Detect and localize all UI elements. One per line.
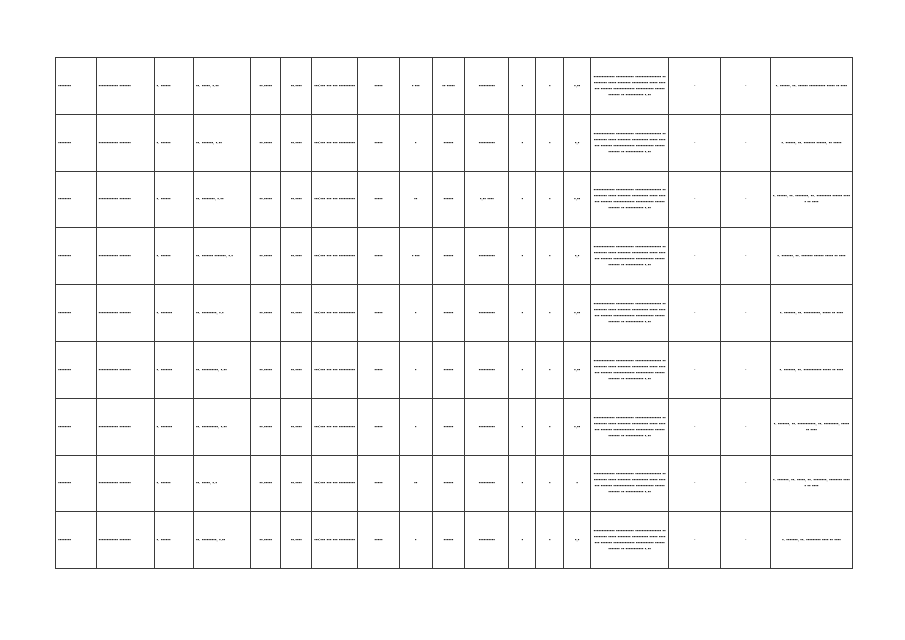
table-cell: ▪▪▪▪▪▪▪▪▪▪ — [465, 228, 509, 285]
table-cell: ▪▪▪▪▪▪▪▪▪▪▪▪ ▪▪▪▪▪▪▪ — [96, 285, 154, 342]
table-cell: ▪ — [509, 228, 536, 285]
table-cell: ▪▪▪:▪▪▪ ▪▪▪ ▪▪▪ ▪▪▪▪▪▪▪▪▪▪ — [312, 58, 358, 115]
table-cell: ▪ — [563, 455, 590, 512]
table-cell: ▪. ▪▪▪▪▪▪, ▪▪. ▪▪▪▪▪▪▪▪, ▪▪. ▪▪▪▪▪▪▪▪▪ ▪▪▪▪▪▪ ▪▪▪▪▪ ▪▪ ▪▪▪▪ — [770, 171, 852, 228]
table-cell: - — [668, 398, 721, 455]
table-cell: ▪. ▪▪▪▪▪▪, ▪▪. ▪▪▪▪▪▪▪ ▪▪▪▪▪▪, ▪▪ ▪▪▪▪▪ — [770, 114, 852, 171]
table-cell: ▪▪.▪▪▪▪ — [281, 341, 312, 398]
table-cell: - — [721, 512, 770, 569]
table-cell: ▪▪.▪▪▪▪▪ — [250, 285, 281, 342]
table-cell: ▪▪▪▪▪▪ — [432, 341, 465, 398]
table-row — [56, 228, 853, 285]
table-cell: ▪▪▪:▪▪▪ ▪▪▪ ▪▪▪ ▪▪▪▪▪▪▪▪▪▪ — [312, 341, 358, 398]
table-cell: - — [721, 341, 770, 398]
table-cell: - — [721, 58, 770, 115]
table-cell: ▪▪▪▪▪ — [358, 114, 400, 171]
table-cell: ▪▪▪:▪▪▪ ▪▪▪ ▪▪▪ ▪▪▪▪▪▪▪▪▪▪ — [312, 455, 358, 512]
table-cell: ▪▪▪▪▪▪ — [432, 285, 465, 342]
table-cell: ▪▪▪▪▪▪ — [432, 512, 465, 569]
table-cell: ▪,▪▪ — [563, 341, 590, 398]
table-cell: - — [668, 341, 721, 398]
table-cell: ▪ — [399, 285, 432, 342]
table-cell: ▪ — [536, 341, 563, 398]
table-cell: ▪▪▪▪▪ — [358, 285, 400, 342]
table-cell: ▪▪▪:▪▪▪ ▪▪▪ ▪▪▪ ▪▪▪▪▪▪▪▪▪▪ — [312, 512, 358, 569]
table-cell: ▪▪▪▪▪▪▪▪ — [56, 114, 97, 171]
table-cell: ▪▪▪▪▪▪▪▪ — [56, 512, 97, 569]
table-row — [56, 455, 853, 512]
table-cell: ▪▪.▪▪▪▪▪ — [250, 455, 281, 512]
table-cell: ▪▪▪▪▪▪▪▪▪▪▪▪ ▪▪▪▪▪▪▪ — [96, 398, 154, 455]
table-cell: ▪. ▪▪▪▪▪▪ — [154, 512, 193, 569]
table-cell: ▪. ▪▪▪▪▪▪▪ — [154, 341, 193, 398]
table-cell: ▪,▪▪ — [563, 285, 590, 342]
table-row — [56, 58, 853, 115]
table-cell: ▪,▪▪ — [563, 58, 590, 115]
table-cell: ▪ — [509, 285, 536, 342]
table-cell: ▪. ▪▪▪▪▪▪ — [154, 455, 193, 512]
table-cell: ▪▪▪▪▪▪▪▪▪▪▪▪▪ ▪▪▪▪▪▪▪▪▪▪▪ ▪▪▪▪▪▪▪▪▪▪▪▪▪▪▪▪ ▪▪▪▪▪▪▪▪▪▪ ▪▪▪▪▪ ▪▪▪▪▪▪▪▪ ▪▪▪▪▪▪▪▪▪▪ ▪▪▪▪▪ ▪▪▪▪▪▪▪ ▪▪▪▪▪▪▪ ▪▪▪▪▪▪▪▪▪▪▪▪▪ ▪▪▪▪▪▪▪▪▪▪▪ ▪▪▪▪▪▪ ▪▪▪▪▪▪▪ ▪▪ ▪▪▪▪▪▪▪▪▪▪▪ ▪.▪▪ — [591, 398, 669, 455]
table-cell: ▪▪▪▪▪ — [358, 171, 400, 228]
table-cell: ▪▪▪▪▪▪▪▪ — [56, 398, 97, 455]
table-cell: ▪▪.▪▪▪▪ — [281, 171, 312, 228]
table-row — [56, 512, 853, 569]
table-cell: ▪▪. ▪▪▪▪▪▪▪▪▪▪, ▪.▪▪ — [193, 398, 250, 455]
table-cell: ▪▪▪▪▪▪▪▪ — [56, 58, 97, 115]
table-cell: - — [668, 171, 721, 228]
table-row — [56, 341, 853, 398]
table-cell: ▪,▪▪ ▪▪▪▪ — [465, 171, 509, 228]
table-cell: - — [721, 228, 770, 285]
table-cell: - — [721, 114, 770, 171]
table-cell: ▪ — [536, 171, 563, 228]
table-cell: ▪▪.▪▪▪▪▪ — [250, 114, 281, 171]
table-cell: ▪▪. ▪▪▪▪▪▪▪▪▪▪, ▪.▪▪ — [193, 341, 250, 398]
table-cell: ▪▪ ▪▪▪▪▪ — [432, 58, 465, 115]
table-cell: ▪. ▪▪▪▪▪▪▪, ▪▪. ▪▪▪▪▪▪▪▪▪▪▪, ▪▪. ▪▪▪▪▪▪▪▪▪, ▪▪▪▪▪ ▪▪ ▪▪▪▪ — [770, 398, 852, 455]
table-cell: ▪ — [509, 455, 536, 512]
table-row — [56, 285, 853, 342]
table-cell: ▪▪▪▪▪▪▪▪▪▪ — [465, 455, 509, 512]
table-cell: ▪▪▪▪▪ — [358, 341, 400, 398]
table-cell: ▪. ▪▪▪▪▪▪▪, ▪▪. ▪▪▪▪▪, ▪▪. ▪▪▪▪▪▪▪▪, ▪▪▪▪▪▪▪▪ ▪▪▪▪▪ ▪▪ ▪▪▪▪ — [770, 455, 852, 512]
table-cell: ▪ — [536, 228, 563, 285]
table-cell: - — [668, 512, 721, 569]
table-cell: ▪,▪▪ — [563, 398, 590, 455]
table-cell: ▪ ▪▪▪ — [399, 58, 432, 115]
table-cell: ▪,▪▪ — [563, 171, 590, 228]
table-cell: ▪▪▪▪▪▪▪▪▪▪ — [465, 58, 509, 115]
table-cell: - — [668, 114, 721, 171]
table-cell: ▪▪.▪▪▪▪▪ — [250, 341, 281, 398]
table-cell: ▪▪▪▪▪▪ — [432, 455, 465, 512]
table-cell: ▪▪▪▪▪▪▪▪▪▪ — [465, 114, 509, 171]
table-cell: ▪▪▪▪▪▪▪▪▪▪▪▪▪ ▪▪▪▪▪▪▪▪▪▪▪ ▪▪▪▪▪▪▪▪▪▪▪▪▪▪▪▪ ▪▪▪▪▪▪▪▪▪▪ ▪▪▪▪▪ ▪▪▪▪▪▪▪▪ ▪▪▪▪▪▪▪▪▪▪ ▪▪▪▪▪ ▪▪▪▪▪▪▪ ▪▪▪▪▪▪▪ ▪▪▪▪▪▪▪▪▪▪▪▪▪ ▪▪▪▪▪▪▪▪▪▪▪ ▪▪▪▪▪▪ ▪▪▪▪▪▪▪ ▪▪ ▪▪▪▪▪▪▪▪▪▪▪ ▪.▪▪ — [591, 341, 669, 398]
table-cell: ▪▪▪▪▪▪▪▪▪▪▪▪▪ ▪▪▪▪▪▪▪▪▪▪▪ ▪▪▪▪▪▪▪▪▪▪▪▪▪▪▪▪ ▪▪▪▪▪▪▪▪▪▪ ▪▪▪▪▪ ▪▪▪▪▪▪▪▪ ▪▪▪▪▪▪▪▪▪▪ ▪▪▪▪▪ ▪▪▪▪▪▪▪ ▪▪▪▪▪▪▪ ▪▪▪▪▪▪▪▪▪▪▪▪▪ ▪▪▪▪▪▪▪▪▪▪▪ ▪▪▪▪▪▪ ▪▪▪▪▪▪▪ ▪▪ ▪▪▪▪▪▪▪▪▪▪▪ ▪.▪▪ — [591, 58, 669, 115]
table-cell: ▪▪.▪▪▪▪ — [281, 455, 312, 512]
table-cell: - — [721, 171, 770, 228]
table-cell: ▪▪▪▪▪▪▪▪▪▪ — [465, 398, 509, 455]
table-cell: ▪▪▪▪▪▪▪▪▪▪ — [465, 341, 509, 398]
table-cell: ▪▪▪:▪▪▪ ▪▪▪ ▪▪▪ ▪▪▪▪▪▪▪▪▪▪ — [312, 285, 358, 342]
table-cell: ▪▪▪▪▪▪▪▪▪▪▪▪ ▪▪▪▪▪▪▪ — [96, 171, 154, 228]
table-cell: ▪▪.▪▪▪▪▪ — [250, 398, 281, 455]
table-cell: ▪▪▪▪▪▪▪▪ — [56, 285, 97, 342]
table-cell: ▪ — [399, 341, 432, 398]
table-row — [56, 171, 853, 228]
table-cell: ▪▪▪▪▪ — [358, 228, 400, 285]
table-cell: ▪▪.▪▪▪▪ — [281, 398, 312, 455]
table-cell: ▪▪.▪▪▪▪ — [281, 285, 312, 342]
table-cell: ▪ — [536, 398, 563, 455]
table-cell: ▪,▪ — [563, 114, 590, 171]
table-cell: ▪▪▪▪▪ — [358, 512, 400, 569]
table-cell: - — [721, 285, 770, 342]
table-cell: ▪▪▪▪▪▪▪▪ — [56, 455, 97, 512]
table-cell: ▪ — [509, 512, 536, 569]
table-cell: ▪▪. ▪▪▪▪▪▪▪▪, ▪.▪▪ — [193, 171, 250, 228]
table-cell: ▪ — [536, 58, 563, 115]
table-cell: ▪. ▪▪▪▪▪▪▪ — [154, 398, 193, 455]
table-cell: ▪▪. ▪▪▪▪▪, ▪.▪ — [193, 455, 250, 512]
table-cell: ▪. ▪▪▪▪▪▪▪, ▪▪. ▪▪▪▪▪▪▪▪▪▪▪ ▪▪▪▪▪ ▪▪ ▪▪▪▪ — [770, 341, 852, 398]
table-cell: ▪▪▪▪▪▪▪▪▪▪▪▪▪ ▪▪▪▪▪▪▪▪▪▪▪ ▪▪▪▪▪▪▪▪▪▪▪▪▪▪▪▪ ▪▪▪▪▪▪▪▪▪▪ ▪▪▪▪▪ ▪▪▪▪▪▪▪▪ ▪▪▪▪▪▪▪▪▪▪ ▪▪▪▪▪ ▪▪▪▪▪▪▪ ▪▪▪▪▪▪▪ ▪▪▪▪▪▪▪▪▪▪▪▪▪ ▪▪▪▪▪▪▪▪▪▪▪ ▪▪▪▪▪▪ ▪▪▪▪▪▪▪ ▪▪ ▪▪▪▪▪▪▪▪▪▪▪ ▪.▪▪ — [591, 114, 669, 171]
table-cell: ▪ — [536, 114, 563, 171]
table-cell: ▪▪.▪▪▪▪▪ — [250, 228, 281, 285]
table-cell: ▪▪▪▪▪▪▪▪ — [56, 171, 97, 228]
table-cell: ▪. ▪▪▪▪▪▪▪, ▪▪. ▪▪▪▪▪▪▪▪▪▪, ▪▪▪▪▪ ▪▪ ▪▪▪▪ — [770, 285, 852, 342]
table-cell: ▪. ▪▪▪▪▪▪, ▪▪. ▪▪▪▪▪▪ ▪▪▪▪▪▪▪▪▪▪ ▪▪▪▪▪ ▪▪ ▪▪▪▪ — [770, 58, 852, 115]
table-cell: ▪▪.▪▪▪▪ — [281, 228, 312, 285]
table-cell: - — [668, 58, 721, 115]
table-cell: ▪▪▪▪▪▪▪▪▪▪ — [465, 512, 509, 569]
table-cell: - — [668, 285, 721, 342]
table-cell: ▪▪▪▪▪▪▪▪▪▪▪▪ ▪▪▪▪▪▪▪ — [96, 228, 154, 285]
table-cell: ▪ — [536, 285, 563, 342]
table-cell: ▪▪▪▪▪▪▪▪▪▪▪▪ ▪▪▪▪▪▪▪ — [96, 512, 154, 569]
table-cell: ▪ ▪▪▪ — [399, 228, 432, 285]
table-cell: ▪▪.▪▪▪▪▪ — [250, 58, 281, 115]
table-cell: ▪ — [399, 114, 432, 171]
table-cell: ▪▪▪:▪▪▪ ▪▪▪ ▪▪▪ ▪▪▪▪▪▪▪▪▪▪ — [312, 171, 358, 228]
table-cell: ▪▪.▪▪▪▪▪ — [250, 512, 281, 569]
table-cell: ▪▪▪▪▪▪ — [432, 398, 465, 455]
table-cell: ▪▪ — [399, 455, 432, 512]
registry-table — [55, 57, 853, 569]
table-row — [56, 398, 853, 455]
table-cell: ▪ — [536, 512, 563, 569]
table-cell: - — [721, 455, 770, 512]
table-cell: ▪▪▪▪▪▪ — [432, 228, 465, 285]
table-cell: - — [721, 398, 770, 455]
table-cell: ▪ — [509, 171, 536, 228]
table-cell: ▪▪ — [399, 171, 432, 228]
table-cell: ▪ — [509, 398, 536, 455]
table-cell: ▪▪▪▪▪▪▪▪▪▪▪▪▪ ▪▪▪▪▪▪▪▪▪▪▪ ▪▪▪▪▪▪▪▪▪▪▪▪▪▪▪▪ ▪▪▪▪▪▪▪▪▪▪ ▪▪▪▪▪ ▪▪▪▪▪▪▪▪ ▪▪▪▪▪▪▪▪▪▪ ▪▪▪▪▪ ▪▪▪▪▪▪▪ ▪▪▪▪▪▪▪ ▪▪▪▪▪▪▪▪▪▪▪▪▪ ▪▪▪▪▪▪▪▪▪▪▪ ▪▪▪▪▪▪ ▪▪▪▪▪▪▪ ▪▪ ▪▪▪▪▪▪▪▪▪▪▪ ▪.▪▪ — [591, 171, 669, 228]
table-cell: ▪▪▪▪▪ — [358, 58, 400, 115]
table-cell: ▪,▪ — [563, 512, 590, 569]
table-cell: ▪▪▪▪▪▪▪▪▪▪▪▪ ▪▪▪▪▪▪▪ — [96, 455, 154, 512]
table-cell: ▪ — [509, 341, 536, 398]
table-cell: ▪ — [509, 58, 536, 115]
table-cell: ▪▪▪▪▪▪▪▪▪▪▪▪ ▪▪▪▪▪▪▪ — [96, 341, 154, 398]
table-cell: ▪▪▪▪▪▪ — [432, 171, 465, 228]
table-cell: ▪▪. ▪▪▪▪▪, ▪.▪▪ — [193, 58, 250, 115]
table-cell: ▪▪▪:▪▪▪ ▪▪▪ ▪▪▪ ▪▪▪▪▪▪▪▪▪▪ — [312, 114, 358, 171]
table-cell: ▪▪▪▪▪▪▪▪▪▪▪▪▪ ▪▪▪▪▪▪▪▪▪▪▪ ▪▪▪▪▪▪▪▪▪▪▪▪▪▪▪▪ ▪▪▪▪▪▪▪▪▪▪ ▪▪▪▪▪ ▪▪▪▪▪▪▪▪ ▪▪▪▪▪▪▪▪▪▪ ▪▪▪▪▪ ▪▪▪▪▪▪▪ ▪▪▪▪▪▪▪ ▪▪▪▪▪▪▪▪▪▪▪▪▪ ▪▪▪▪▪▪▪▪▪▪▪ ▪▪▪▪▪▪ ▪▪▪▪▪▪▪ ▪▪ ▪▪▪▪▪▪▪▪▪▪▪ ▪.▪▪ — [591, 228, 669, 285]
table-cell: ▪. ▪▪▪▪▪▪ — [154, 228, 193, 285]
table-cell: ▪▪▪▪▪ — [358, 398, 400, 455]
table-cell: ▪▪▪▪▪▪▪▪▪▪ — [465, 285, 509, 342]
table-cell: ▪▪▪▪▪▪▪▪▪▪▪▪▪ ▪▪▪▪▪▪▪▪▪▪▪ ▪▪▪▪▪▪▪▪▪▪▪▪▪▪▪▪ ▪▪▪▪▪▪▪▪▪▪ ▪▪▪▪▪ ▪▪▪▪▪▪▪▪ ▪▪▪▪▪▪▪▪▪▪ ▪▪▪▪▪ ▪▪▪▪▪▪▪ ▪▪▪▪▪▪▪ ▪▪▪▪▪▪▪▪▪▪▪▪▪ ▪▪▪▪▪▪▪▪▪▪▪ ▪▪▪▪▪▪ ▪▪▪▪▪▪▪ ▪▪ ▪▪▪▪▪▪▪▪▪▪▪ ▪.▪▪ — [591, 285, 669, 342]
table-cell: ▪▪. ▪▪▪▪▪▪▪, ▪.▪▪ — [193, 114, 250, 171]
table-cell: ▪ — [509, 114, 536, 171]
table-cell: ▪▪.▪▪▪▪▪ — [250, 171, 281, 228]
table-cell: ▪▪. ▪▪▪▪▪▪▪▪▪, ▪.▪ — [193, 285, 250, 342]
table-cell: ▪▪▪▪▪▪ — [432, 114, 465, 171]
table-cell: ▪ — [399, 398, 432, 455]
table-cell: ▪ — [399, 512, 432, 569]
table-cell: ▪▪▪▪▪▪▪▪ — [56, 341, 97, 398]
table-cell: ▪. ▪▪▪▪▪▪ — [154, 171, 193, 228]
table-cell: ▪. ▪▪▪▪▪▪▪, ▪▪. ▪▪▪▪▪▪▪▪▪ ▪▪▪▪ ▪▪ ▪▪▪▪ — [770, 512, 852, 569]
table-cell: - — [668, 455, 721, 512]
table-cell: ▪ — [536, 455, 563, 512]
registry-table-body — [56, 58, 853, 569]
table-cell: ▪▪▪▪▪ — [358, 455, 400, 512]
table-cell: ▪▪.▪▪▪▪ — [281, 58, 312, 115]
table-row — [56, 114, 853, 171]
table-cell: ▪. ▪▪▪▪▪▪▪, ▪▪. ▪▪▪▪▪▪▪ ▪▪▪▪▪▪ ▪▪▪▪▪ ▪▪ ▪▪▪▪ — [770, 228, 852, 285]
table-cell: ▪▪▪:▪▪▪ ▪▪▪ ▪▪▪ ▪▪▪▪▪▪▪▪▪▪ — [312, 228, 358, 285]
table-cell: ▪▪▪▪▪▪▪▪▪▪▪▪ ▪▪▪▪▪▪▪ — [96, 58, 154, 115]
table-cell: ▪. ▪▪▪▪▪▪ — [154, 114, 193, 171]
table-cell: - — [668, 228, 721, 285]
table-cell: ▪▪▪▪▪▪▪▪▪▪▪▪ ▪▪▪▪▪▪▪ — [96, 114, 154, 171]
table-cell: ▪▪▪:▪▪▪ ▪▪▪ ▪▪▪ ▪▪▪▪▪▪▪▪▪▪ — [312, 398, 358, 455]
table-cell: ▪▪▪▪▪▪▪▪▪▪▪▪▪ ▪▪▪▪▪▪▪▪▪▪▪ ▪▪▪▪▪▪▪▪▪▪▪▪▪▪▪▪ ▪▪▪▪▪▪▪▪▪▪ ▪▪▪▪▪ ▪▪▪▪▪▪▪▪ ▪▪▪▪▪▪▪▪▪▪ ▪▪▪▪▪ ▪▪▪▪▪▪▪ ▪▪▪▪▪▪▪ ▪▪▪▪▪▪▪▪▪▪▪▪▪ ▪▪▪▪▪▪▪▪▪▪▪ ▪▪▪▪▪▪ ▪▪▪▪▪▪▪ ▪▪ ▪▪▪▪▪▪▪▪▪▪▪ ▪.▪▪ — [591, 455, 669, 512]
table-cell: ▪▪▪▪▪▪▪▪▪▪▪▪▪ ▪▪▪▪▪▪▪▪▪▪▪ ▪▪▪▪▪▪▪▪▪▪▪▪▪▪▪▪ ▪▪▪▪▪▪▪▪▪▪ ▪▪▪▪▪ ▪▪▪▪▪▪▪▪ ▪▪▪▪▪▪▪▪▪▪ ▪▪▪▪▪ ▪▪▪▪▪▪▪ ▪▪▪▪▪▪▪ ▪▪▪▪▪▪▪▪▪▪▪▪▪ ▪▪▪▪▪▪▪▪▪▪▪ ▪▪▪▪▪▪ ▪▪▪▪▪▪▪ ▪▪ ▪▪▪▪▪▪▪▪▪▪▪ ▪.▪▪ — [591, 512, 669, 569]
table-cell: ▪▪.▪▪▪▪ — [281, 114, 312, 171]
table-cell: ▪. ▪▪▪▪▪▪▪ — [154, 285, 193, 342]
table-cell: ▪▪. ▪▪▪▪▪▪▪ ▪▪▪▪▪▪▪, ▪.▪ — [193, 228, 250, 285]
table-cell: ▪▪. ▪▪▪▪▪▪▪▪▪, ▪.▪▪ — [193, 512, 250, 569]
table-cell: ▪,▪ — [563, 228, 590, 285]
table-cell: ▪. ▪▪▪▪▪▪ — [154, 58, 193, 115]
table-cell: ▪▪.▪▪▪▪ — [281, 512, 312, 569]
table-cell: ▪▪▪▪▪▪▪▪ — [56, 228, 97, 285]
